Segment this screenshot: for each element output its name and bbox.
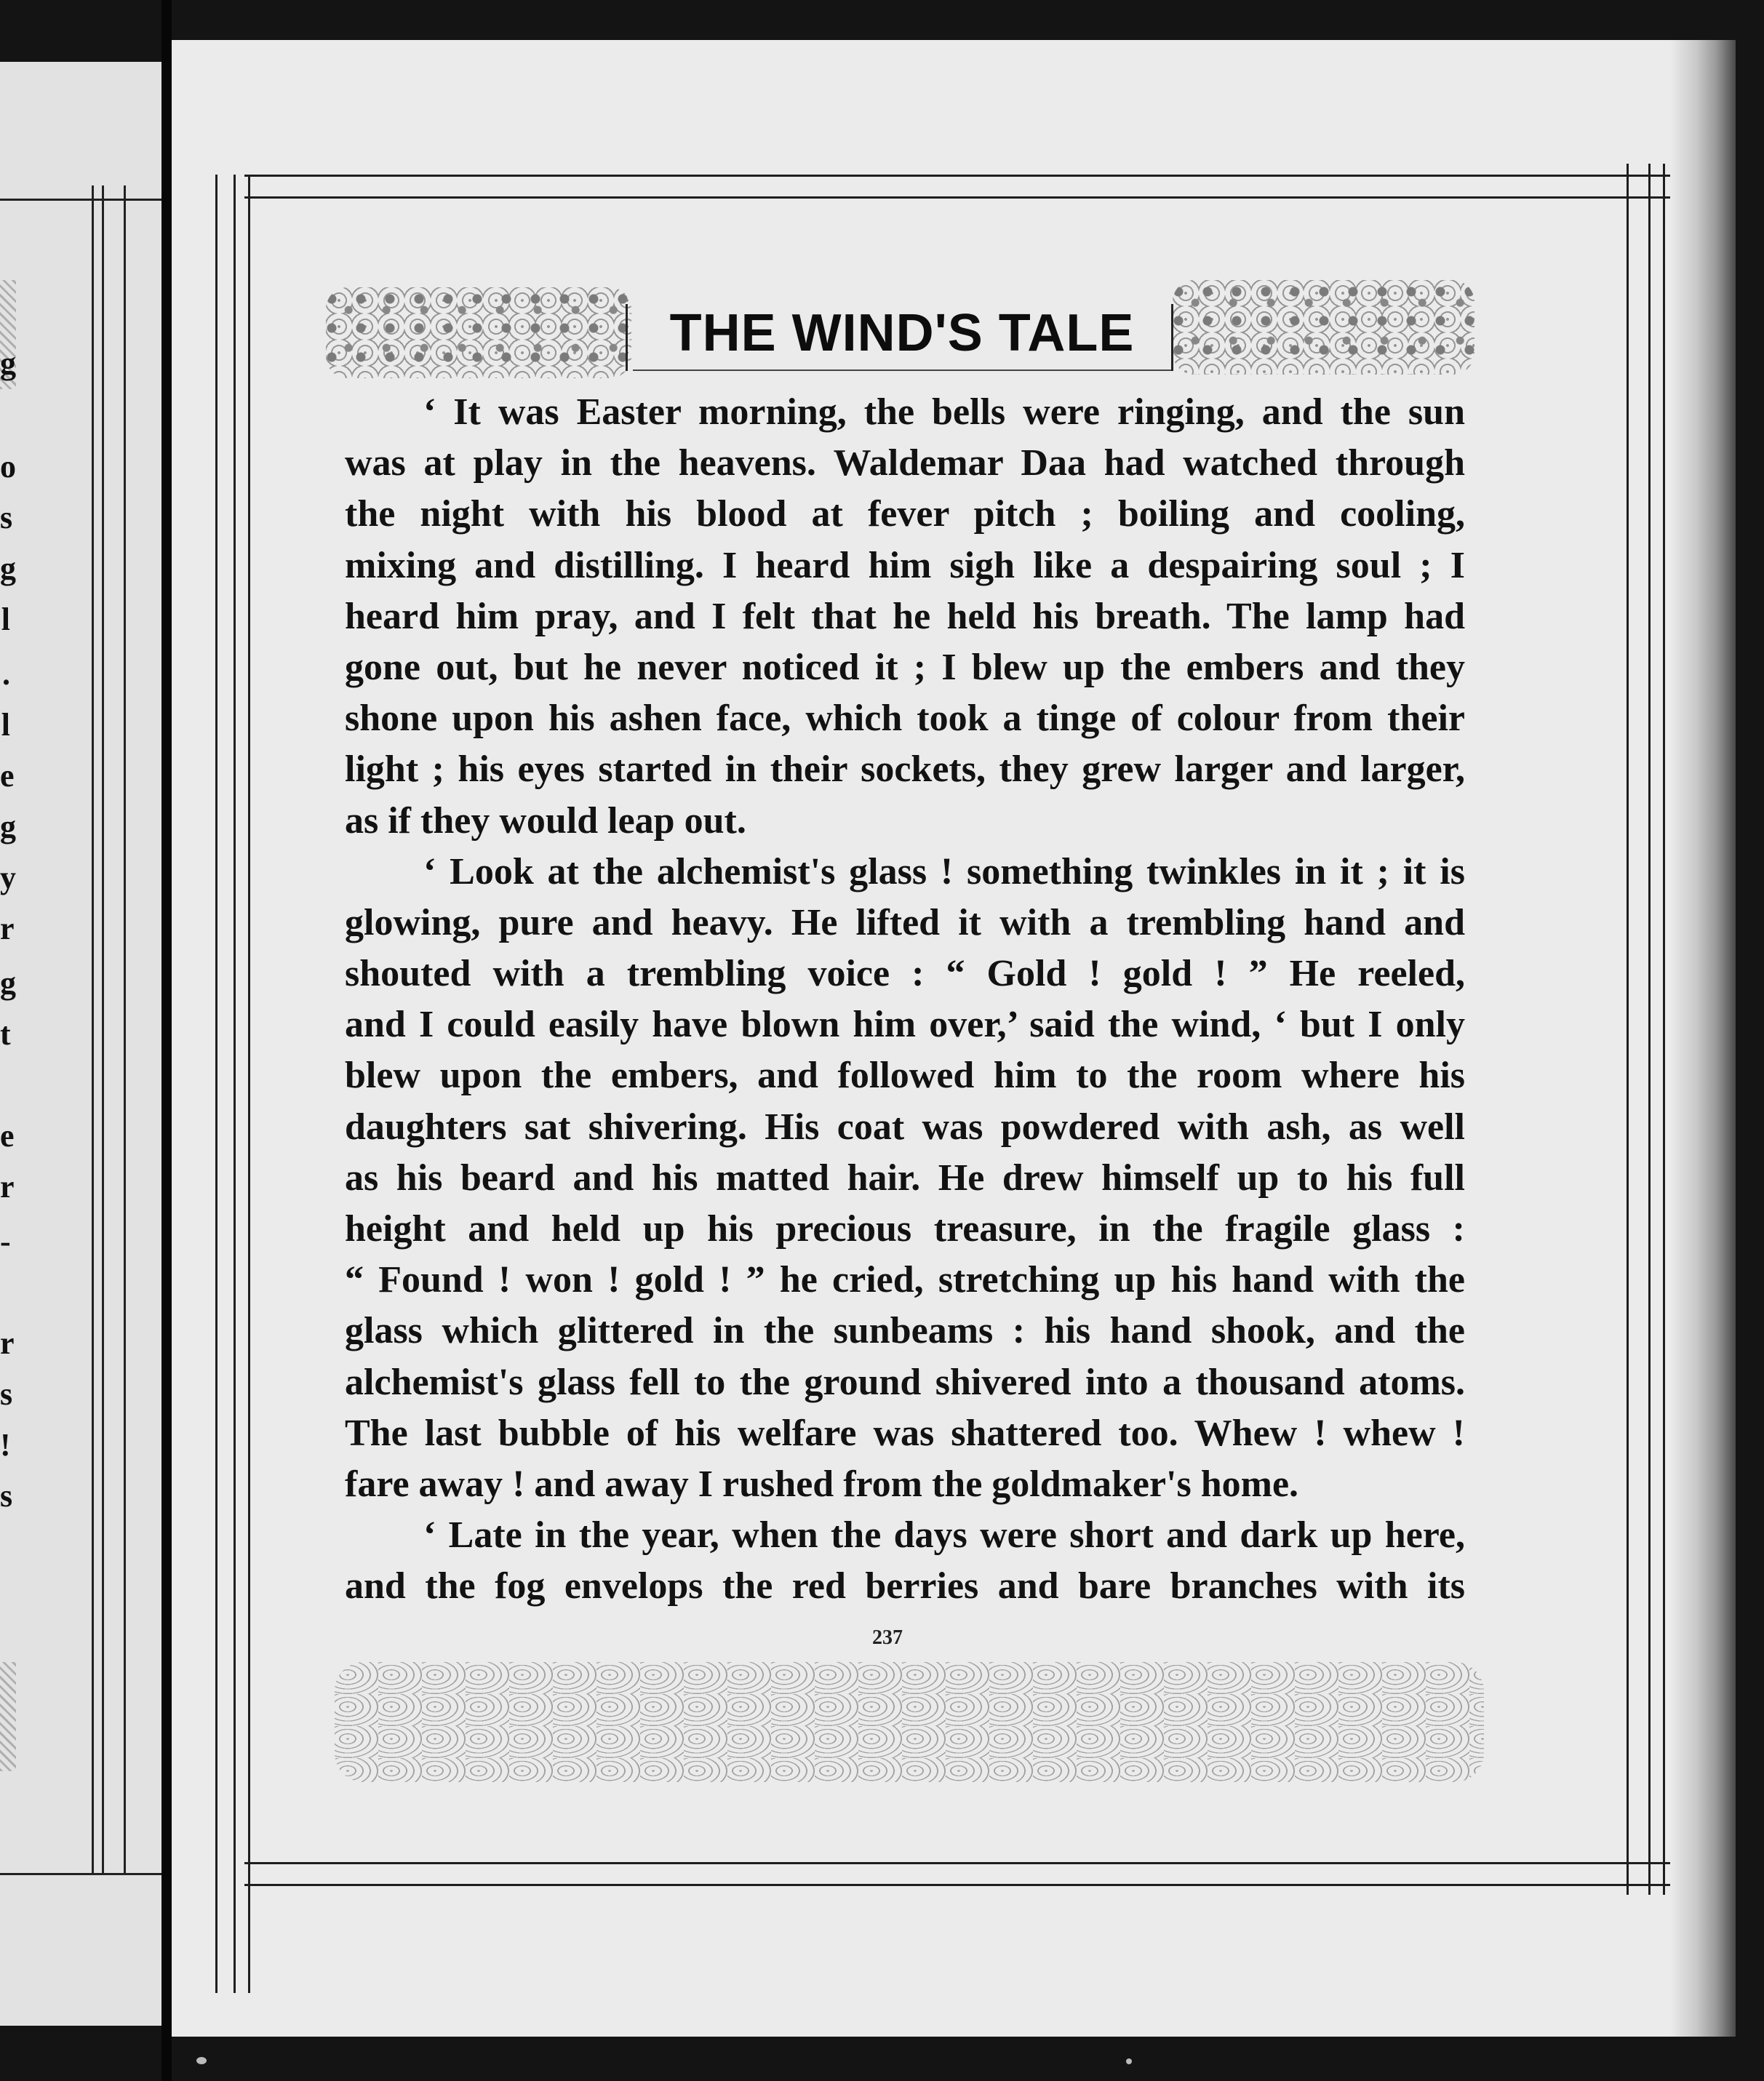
text-line: The last bubble of his welfare was shattered too. Whew ! whew ! [345, 1412, 1465, 1454]
text-line: light ; his eyes started in their sockets, they grew larger and larger, [345, 748, 1465, 791]
left-page-letter: r [0, 1169, 15, 1205]
frame-rule-right-2 [1648, 164, 1651, 1895]
text-line: daughters sat shivering. His coat was powdered with ash, as well [345, 1106, 1465, 1148]
left-page-letter: g [0, 551, 16, 586]
text-line: gone out, but he never noticed it ; I blew up the embers and they [345, 646, 1465, 688]
left-page-letter: r [0, 1325, 15, 1361]
left-page-letter: y [0, 860, 16, 895]
title-box-rule [1171, 304, 1173, 371]
left-page-letter: e [0, 1118, 15, 1154]
text-line: height and held up his precious treasure, in the fragile glass : [345, 1208, 1465, 1250]
text-line: blew upon the embers, and followed him to the room where his [345, 1055, 1465, 1097]
text-line: was at play in the heavens. Waldemar Daa had watched through [345, 442, 1465, 484]
left-page-letter: s [0, 500, 13, 535]
title-box-rule [626, 304, 628, 371]
text-line: mixing and distilling. I heard him sigh like a despairing soul ; I [345, 544, 1465, 586]
text-line: shone upon his ashen face, which took a tinge of colour from their [345, 698, 1465, 740]
frame-rule-bottom-inner [244, 1862, 1670, 1864]
left-facing-page [0, 62, 161, 2026]
left-page-letter: g [0, 965, 16, 1001]
frame-rule-right-3 [1663, 164, 1665, 1895]
scan-speck [196, 2057, 207, 2064]
left-page-letter: . [2, 656, 10, 692]
frame-rule-left-2 [234, 175, 236, 1993]
scan-speck [1126, 2058, 1132, 2064]
text-line: as if they would leap out. [345, 799, 746, 842]
left-page-letter: s [0, 1478, 13, 1514]
left-page-letter: s [0, 1376, 13, 1412]
text-line: alchemist's glass fell to the ground shivered into a thousand atoms. [345, 1361, 1465, 1403]
frame-rule-left-3 [248, 175, 250, 1993]
text-line: and I could easily have blown him over,’ said the wind, ‘ but I only [345, 1004, 1465, 1046]
left-page-letter: o [0, 449, 16, 484]
left-frame-rule [0, 1873, 161, 1875]
frame-rule-left-1 [215, 175, 217, 1993]
text-line: heard him pray, and I felt that he held his breath. The lamp had [345, 595, 1465, 637]
title-box [633, 297, 1171, 371]
frame-rule-bottom-outer [244, 1884, 1670, 1886]
frame-rule-right-1 [1627, 164, 1629, 1895]
left-page-letter: ! [0, 1427, 11, 1463]
left-page-letter: t [0, 1016, 11, 1052]
text-line: shouted with a trembling voice : “ Gold ! gold ! ” He reeled, [345, 953, 1465, 995]
page-title: THE WIND'S TALE [669, 304, 1135, 362]
left-frame-rule [0, 199, 161, 201]
left-page-letter: r [0, 911, 15, 946]
frame-rule-top-inner [244, 196, 1670, 199]
left-frame-line [124, 185, 126, 1873]
text-line: as his beard and his matted hair. He drew himself up to his full [345, 1157, 1465, 1199]
text-line: ‘ Look at the alchemist's glass ! something twinkles in it ; it is [423, 850, 1465, 892]
left-page-letter: g [0, 345, 16, 381]
left-page-letter: l [1, 707, 10, 743]
text-line: the night with his blood at fever pitch ; boiling and cooling, [345, 493, 1465, 535]
left-frame-line [92, 185, 94, 1873]
text-line: ‘ It was Easter morning, the bells were ringing, and the sun [423, 391, 1465, 433]
left-page-letter: g [0, 809, 16, 844]
page-number: 237 [872, 1626, 903, 1649]
title-ornament-right [1173, 280, 1474, 375]
text-line: “ Found ! won ! gold ! ” he cried, stretching up his hand with the [345, 1259, 1465, 1301]
left-page-letter: e [0, 758, 15, 794]
left-page-letter: - [0, 1223, 11, 1259]
text-line: fare away ! and away I rushed from the goldmaker's home. [345, 1463, 1299, 1505]
text-line: ‘ Late in the year, when the days were short and dark up here, [423, 1514, 1465, 1557]
title-ornament-left [326, 287, 631, 378]
text-line: glowing, pure and heavy. He lifted it with a trembling hand and [345, 901, 1465, 943]
page-edge [1670, 40, 1736, 2037]
left-page-letter: l [1, 602, 10, 637]
frame-rule-top-outer [244, 175, 1670, 177]
text-line: and the fog envelops the red berries and bare branches with its [345, 1565, 1465, 1607]
left-frame-line [102, 185, 104, 1873]
body-text [345, 387, 1465, 1613]
left-ornament [0, 1662, 16, 1771]
book-gutter [161, 0, 172, 2081]
text-line: glass which glittered in the sunbeams : his hand shook, and the [345, 1310, 1465, 1352]
bottom-ornament [335, 1662, 1484, 1782]
